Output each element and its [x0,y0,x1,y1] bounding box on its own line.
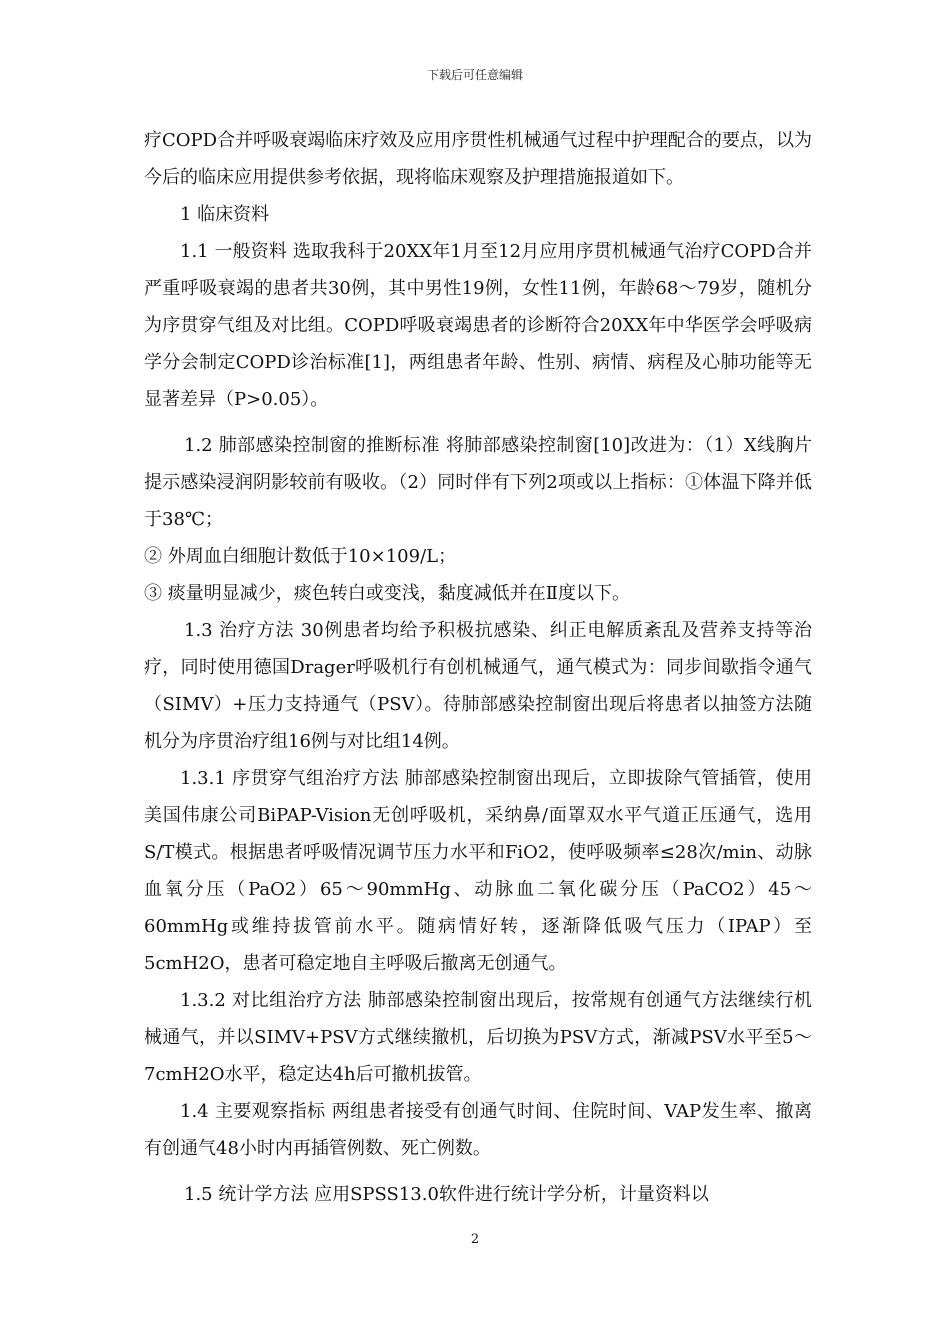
paragraph-intro-continuation: 疗COPD合并呼吸衰竭临床疗效及应用序贯性机械通气过程中护理配合的要点，以为今后的临床应用提供参考依据，现将临床观察及护理措施报道如下。 [144,130,812,188]
document-body [144,122,812,1213]
paragraph-criteria-item-3: ③ 痰量明显减少，痰色转白或变浅，黏度减低并在Ⅱ度以下。 [144,583,630,604]
paragraph-sequential-group-method: 1.3.1 序贯穿气组治疗方法 肺部感染控制窗出现后，立即拔除气管插管，使用美国伟康公司BiPAP-Vision无创呼吸机，采纳鼻/面罩双水平气道正压通气，选用S/T模式。根据患者呼吸情况调节压力水平和FiO2，使呼吸频率≤28次/min、动脉血氧分压（PaO2）65～90mmHg、动脉血二氧化碳分压（PaCO2）45～60mmHg或维持拔管前水平。随病情好转，逐渐降低吸气压力（IPAP）至5cmH2O，患者可稳定地自主呼吸后撤离无创通气。 [144,768,812,974]
paragraph-statistical-methods: 1.5 统计学方法 应用SPSS13.0软件进行统计学分析，计量资料以 [184,1184,709,1205]
paragraph-observation-indicators: 1.4 主要观察指标 两组患者接受有创通气时间、住院时间、VAP发生率、撤离有创通气48小时内再插管例数、死亡例数。 [144,1101,812,1159]
paragraph-criteria-item-2: ② 外周血白细胞计数低于10×109/L； [144,546,457,567]
paragraph-general-data: 1.1 一般资料 选取我科于20XX年1月至12月应用序贯机械通气治疗COPD合并严重呼吸衰竭的患者共30例，其中男性19例，女性11例，年龄68～79岁，随机分为序贯穿气组及对比组。COPD呼吸衰竭患者的诊断符合20XX年中华医学会呼吸病学分会制定COPD诊治标准[1]，两组患者年龄、性别、病情、病程及心肺功能等无显著差异（P>0.05）。 [144,241,812,410]
paragraph-treatment-methods: 1.3 治疗方法 30例患者均给予积极抗感染、纠正电解质紊乱及营养支持等治疗，同时使用德国Drager呼吸机行有创机械通气，通气模式为：同步间歇指令通气（SIMV）+压力支持通气（PSV）。待肺部感染控制窗出现后将患者以抽签方法随机分为序贯治疗组16例与对比组14例。 [144,620,812,752]
section-heading-clinical-data: 1 临床资料 [180,204,270,225]
page-number: 2 [470,1232,480,1247]
paragraph-control-group-method: 1.3.2 对比组治疗方法 肺部感染控制窗出现后，按常规有创通气方法继续行机械通气，并以SIMV+PSV方式继续撤机，后切换为PSV方式，渐减PSV水平至5～7cmH2O水平，稳定达4h后可撤机拔管。 [144,990,812,1085]
paragraph-infection-control-criteria: 1.2 肺部感染控制窗的推断标准 将肺部感染控制窗[10]改进为：（1）X线胸片提示感染浸润阴影较前有吸收。（2）同时伴有下列2项或以上指标：①体温下降并低于38℃； [144,435,812,530]
page-header: 下载后可任意编辑 [426,68,523,82]
